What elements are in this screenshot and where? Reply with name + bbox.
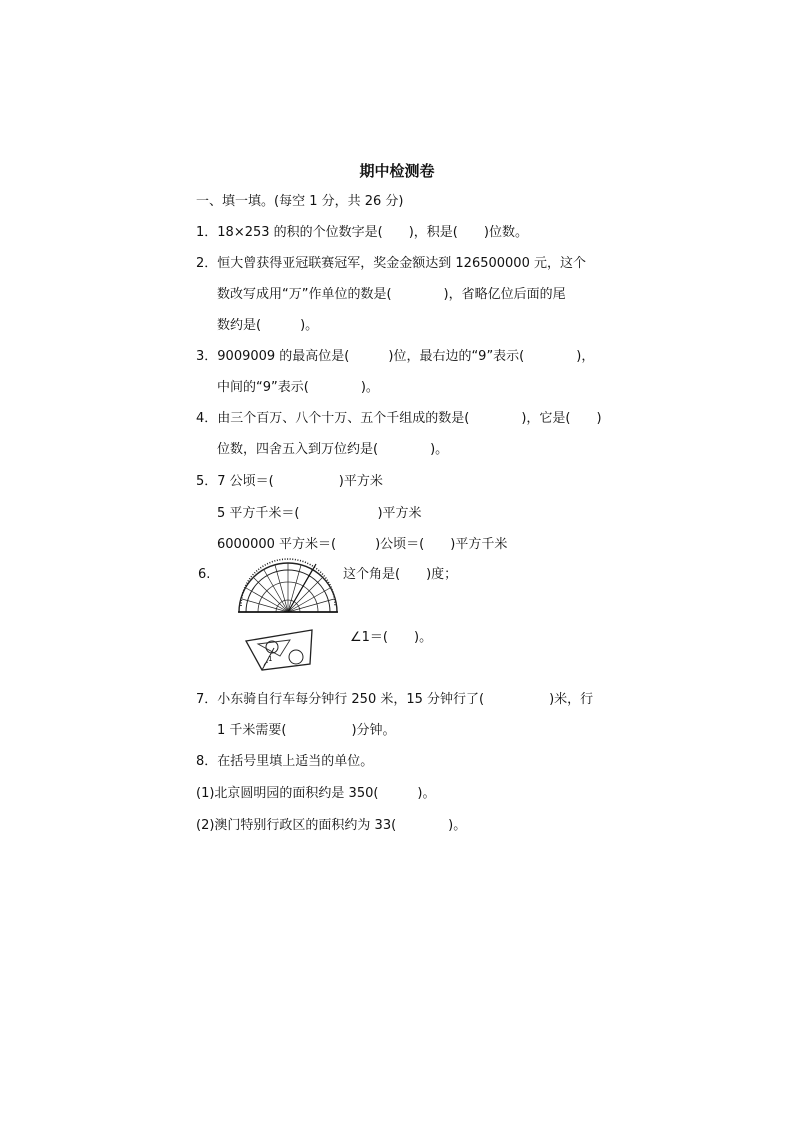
question-5-line-3: 6000000 平方米＝( )公顷＝( )平方千米 <box>217 537 508 552</box>
question-6-number: 6. <box>198 567 211 582</box>
question-7-line-1: 7．小东骑自行车每分钟行 250 米，15 分钟行了( )米，行 <box>196 692 594 707</box>
protractor-figure <box>236 562 340 616</box>
section-heading: 一、填一填。(每空 1 分，共 26 分) <box>196 194 404 209</box>
question-2-line-2: 数改写成用“万”作单位的数是( )，省略亿位后面的尾 <box>217 287 566 302</box>
angle-label: 1 <box>268 655 273 663</box>
question-6-angle-b: ∠1＝( )。 <box>350 630 433 645</box>
question-2-line-1: 2．恒大曾获得亚冠联赛冠军，奖金金额达到 126500000 元，这个 <box>196 256 586 271</box>
question-3-line-1: 3．9009009 的最高位是( )位，最右边的“9”表示( )， <box>196 349 595 364</box>
question-4-line-1: 4．由三个百万、八个十万、五个千组成的数是( )，它是( ) <box>196 411 602 426</box>
question-8-sub-2: (2)澳门特别行政区的面积约为 33( )。 <box>196 818 467 833</box>
triangle-ruler-figure <box>244 628 316 672</box>
question-8-heading: 8．在括号里填上适当的单位。 <box>196 754 374 769</box>
question-3-line-2: 中间的“9”表示( )。 <box>217 380 379 395</box>
question-1: 1．18×253 的积的个位数字是( )，积是( )位数。 <box>196 225 528 240</box>
question-7-line-2: 1 千米需要( )分钟。 <box>217 723 396 738</box>
question-2-line-3: 数约是( )。 <box>217 318 319 333</box>
question-4-line-2: 位数，四舍五入到万位约是( )。 <box>217 442 449 457</box>
page-title: 期中检测卷 <box>359 162 435 180</box>
question-8-sub-1: (1)北京圆明园的面积约是 350( )。 <box>196 786 436 801</box>
question-5-line-1: 5．7 公顷＝( )平方米 <box>196 474 383 489</box>
question-6-angle-a: 这个角是( )度； <box>343 567 458 582</box>
question-5-line-2: 5 平方千米＝( )平方米 <box>217 506 422 521</box>
